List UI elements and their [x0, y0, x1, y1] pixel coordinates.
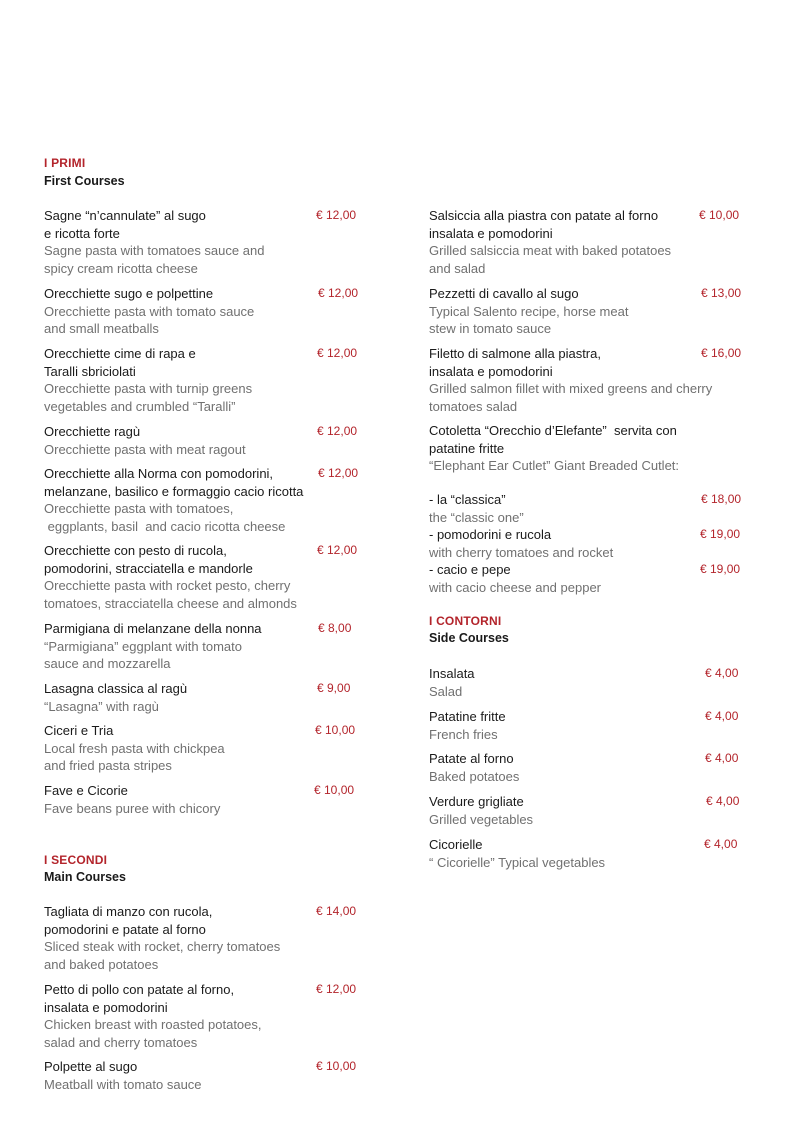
dish-price: € 12,00	[318, 286, 359, 300]
menu-item	[429, 665, 689, 700]
primi-title-en: First Courses	[44, 174, 125, 188]
dish-name: Orecchiette alla Norma con pomodorini, melanzane, basilico e formaggio cacio ricotta	[44, 466, 304, 499]
dish-description: Sliced steak with rocket, cherry tomatoes and baked potatoes	[44, 939, 281, 972]
dish-description: Salad	[429, 683, 463, 699]
dish-name: Orecchiette cime di rapa e Taralli sbriciolati	[44, 346, 196, 379]
dish-price: € 12,00	[317, 424, 358, 438]
option-description: with cherry tomatoes and rocket	[429, 544, 614, 560]
contorni-title-en: Side Courses	[429, 631, 509, 645]
dish-price: € 10,00	[699, 208, 740, 222]
dish-price: € 12,00	[316, 208, 357, 222]
secondi-title-it: I SECONDI	[44, 853, 108, 867]
dish-name: Orecchiette sugo e polpettine	[44, 286, 214, 301]
dish-name: Orecchiette ragù	[44, 424, 141, 439]
dish-name: Cotoletta “Orecchio d’Elefante” servita con patatine fritte	[429, 423, 677, 456]
dish-description: Chicken breast with roasted potatoes, salad and cherry tomatoes	[44, 1017, 262, 1050]
option-name: - cacio e pepe	[429, 562, 511, 577]
menu-item	[429, 750, 689, 785]
dish-description: Meatball with tomato sauce	[44, 1076, 202, 1092]
dish-name: Sagne “n’cannulate” al sugo e ricotta forte	[44, 208, 206, 241]
secondi-title-en: Main Courses	[44, 870, 126, 884]
dish-name: Patate al forno	[429, 751, 514, 766]
dish-price: € 4,00	[705, 709, 739, 723]
dish-description: “Parmigiana” eggplant with tomato sauce and mozzarella	[44, 638, 242, 671]
dish-price: € 12,00	[318, 466, 359, 480]
dish-description: “ Cicorielle” Typical vegetables	[429, 854, 606, 870]
dish-price: € 10,00	[316, 1059, 357, 1073]
dish-name: Insalata	[429, 666, 475, 681]
dish-name: Cicorielle	[429, 837, 483, 852]
dish-price: € 4,00	[705, 751, 739, 765]
dish-description: Orecchiette pasta with meat ragout	[44, 441, 246, 457]
dish-price: € 16,00	[701, 346, 742, 360]
option-description: the “classic one”	[429, 509, 524, 525]
cotoletta-option	[429, 561, 729, 596]
option-name: - pomodorini e rucola	[429, 527, 552, 542]
dish-name: Verdure grigliate	[429, 794, 524, 809]
dish-description: Typical Salento recipe, horse meat stew in tomato sauce	[429, 303, 629, 336]
dish-description: Grilled vegetables	[429, 811, 534, 827]
dish-description: Orecchiette pasta with rocket pesto, cherry tomatoes, stracciatella cheese and almonds	[44, 578, 297, 611]
dish-price: € 4,00	[704, 837, 738, 851]
dish-name: Tagliata di manzo con rucola, pomodorini e patate al forno	[44, 904, 213, 937]
dish-name: Patatine fritte	[429, 709, 506, 724]
dish-name: Polpette al sugo	[44, 1059, 138, 1074]
dish-name: Parmigiana di melanzane della nonna	[44, 621, 262, 636]
dish-price: € 10,00	[314, 783, 355, 797]
dish-description: Fave beans puree with chicory	[44, 800, 221, 816]
dish-description: French fries	[429, 726, 498, 742]
dish-price: € 14,00	[316, 904, 357, 918]
dish-description: Grilled salmon fillet with mixed greens and cherry tomatoes salad	[429, 381, 713, 414]
option-price: € 19,00	[700, 527, 741, 541]
option-description: with cacio cheese and pepper	[429, 579, 602, 595]
dish-price: € 4,00	[705, 666, 739, 680]
dish-description: Orecchiette pasta with turnip greens vegetables and crumbled “Taralli”	[44, 381, 253, 414]
option-price: € 19,00	[700, 562, 741, 576]
dish-description: Grilled salsiccia meat with baked potatoes and salad	[429, 243, 672, 276]
dish-name: Pezzetti di cavallo al sugo	[429, 286, 579, 301]
cotoletta-option	[429, 491, 729, 526]
dish-name: Fave e Cicorie	[44, 783, 128, 798]
dish-description: “Elephant Ear Cutlet” Giant Breaded Cutlet:	[429, 458, 680, 473]
dish-name: Petto di pollo con patate al forno, insalata e pomodorini	[44, 982, 235, 1015]
dish-price: € 12,00	[316, 982, 357, 996]
dish-name: Orecchiette con pesto di rucola, pomodorini, stracciatella e mandorle	[44, 543, 253, 576]
option-price: € 18,00	[701, 492, 742, 506]
dish-description: Orecchiette pasta with tomato sauce and small meatballs	[44, 303, 255, 336]
dish-description: Local fresh pasta with chickpea and fried pasta stripes	[44, 740, 225, 773]
menu-item	[429, 793, 689, 828]
dish-price: € 4,00	[706, 794, 740, 808]
dish-description: Sagne pasta with tomatoes sauce and spicy cream ricotta cheese	[44, 243, 265, 276]
dish-price: € 12,00	[317, 346, 358, 360]
dish-description: Baked potatoes	[429, 768, 520, 784]
primi-title-it: I PRIMI	[44, 156, 86, 170]
menu-item	[429, 708, 689, 743]
dish-name: Ciceri e Tria	[44, 723, 114, 738]
dish-price: € 12,00	[317, 543, 358, 557]
cotoletta-option	[429, 526, 729, 561]
option-name: - la “classica”	[429, 492, 506, 507]
dish-price: € 9,00	[317, 681, 351, 695]
dish-description: “Lasagna” with ragù	[44, 698, 159, 714]
dish-price: € 8,00	[318, 621, 352, 635]
cotoletta-item	[429, 422, 759, 475]
contorni-title-it: I CONTORNI	[429, 614, 502, 628]
dish-name: Lasagna classica al ragù	[44, 681, 188, 696]
dish-description: Orecchiette pasta with tomatoes, eggplants, basil and cacio ricotta cheese	[44, 501, 286, 534]
dish-price: € 13,00	[701, 286, 742, 300]
dish-name: Filetto di salmone alla piastra, insalata e pomodorini	[429, 346, 601, 379]
dish-name: Salsiccia alla piastra con patate al forno insalata e pomodorini	[429, 208, 659, 241]
dish-price: € 10,00	[315, 723, 356, 737]
menu-item	[429, 836, 689, 871]
